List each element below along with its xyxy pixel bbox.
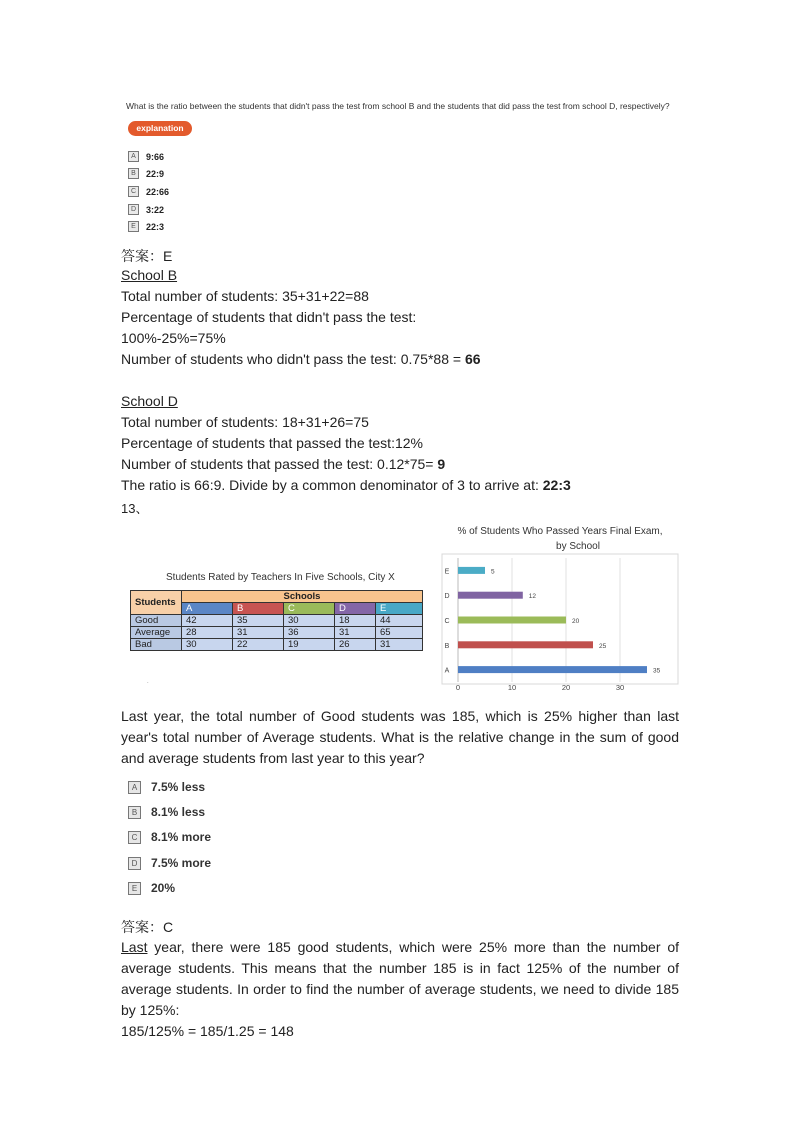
school-d-result-text: Number of students that passed the test: 0.12*75=	[121, 456, 438, 472]
chart-data-label: 12	[528, 593, 537, 601]
ratio-value: 22:3	[542, 477, 571, 493]
option-text: 8.1% more	[151, 830, 212, 844]
option-letter-icon: D	[128, 204, 139, 215]
table-row	[131, 615, 423, 627]
option-b[interactable]	[128, 805, 205, 819]
option-a[interactable]	[128, 780, 205, 794]
column-header-a: A	[182, 603, 233, 615]
option-letter-icon: E	[128, 221, 139, 232]
row-header-cell: Students	[131, 591, 182, 615]
answer-13: 答案：C	[121, 919, 174, 935]
school-d-result	[121, 456, 445, 472]
chart-title-line1: % of Students Who Passed Years Final Exam,	[457, 526, 663, 537]
option-d[interactable]	[128, 856, 211, 870]
option-b[interactable]	[128, 168, 164, 179]
table-title: Students Rated by Teachers In Five Schools, City X	[166, 572, 395, 583]
option-text: 22:3	[146, 221, 165, 232]
table-cell: 35	[233, 615, 284, 627]
option-e[interactable]	[128, 881, 175, 895]
option-a[interactable]	[128, 151, 164, 162]
explanation-final: 185/125% = 185/1.25 = 148	[121, 1023, 294, 1039]
school-b-result-value: 66	[464, 351, 481, 367]
school-b-result	[121, 351, 481, 367]
chart-category-label: C	[444, 618, 450, 625]
option-letter-icon: E	[128, 882, 141, 895]
column-header-e: E	[376, 603, 423, 615]
chart-title-line2: by School	[556, 541, 600, 552]
chart-data-label: 25	[599, 642, 607, 650]
option-letter-icon: B	[128, 806, 141, 819]
column-header-d: D	[335, 603, 376, 615]
chart-category-label: E	[444, 568, 450, 576]
option-text: 22:66	[146, 186, 170, 197]
table-cell: 22	[233, 639, 284, 651]
school-b-heading: School B	[121, 267, 178, 283]
row-label: Bad	[131, 639, 182, 651]
school-d-line: Total number of students: 18+31+26=75	[121, 414, 369, 430]
option-d[interactable]	[128, 204, 164, 215]
ratio-conclusion	[121, 477, 571, 493]
option-letter-icon: A	[128, 781, 141, 794]
pass-rate-bar-chart	[430, 520, 680, 692]
table-cell: 42	[182, 615, 233, 627]
table-row	[131, 627, 423, 639]
table-row	[131, 639, 423, 651]
explanation-button[interactable]: explanation	[128, 121, 192, 136]
option-text: 3:22	[146, 204, 165, 215]
option-letter-icon: A	[128, 151, 139, 162]
table-footnote: .	[147, 679, 149, 685]
chart-category-label: B	[444, 642, 450, 650]
school-d-line: Percentage of students that passed the test:12%	[121, 435, 423, 451]
ratio-text: The ratio is 66:9. Divide by a common denominator of 3 to arrive at:	[121, 477, 543, 493]
school-b-result-text: Number of students who didn't pass the test: 0.75*88 =	[121, 351, 465, 367]
chart-bar	[458, 617, 566, 624]
chart-data-label: 5	[491, 568, 495, 576]
explanation-text: year, there were 185 good students, which were 25% more than the number of average students. This means that the number 185 is in fact 125% of the number of average students. In order to find the number of average students, we need to divide 185 by 125%:	[121, 939, 679, 1018]
chart-x-tick-label: 0	[455, 683, 461, 692]
table-cell: 30	[182, 639, 233, 651]
option-letter-icon: D	[128, 857, 141, 870]
table-cell: 36	[284, 627, 335, 639]
question-12-text: What is the ratio between the students that didn't pass the test from school B and the students that did pass the test from school D, respectively?	[126, 101, 670, 111]
school-b-line: Percentage of students that didn't pass the test:	[121, 309, 417, 325]
chart-bar	[458, 666, 647, 673]
option-letter-icon: B	[128, 168, 139, 179]
school-d-heading: School D	[121, 393, 178, 409]
option-letter-icon: C	[128, 186, 139, 197]
table-cell: 26	[335, 639, 376, 651]
option-letter-icon: C	[128, 831, 141, 844]
table-cell: 19	[284, 639, 335, 651]
chart-category-label: D	[444, 593, 450, 601]
table-cell: 31	[335, 627, 376, 639]
chart-bar	[458, 592, 523, 599]
table-cell: 30	[284, 615, 335, 627]
option-c[interactable]	[128, 186, 169, 197]
school-b-line: 100%-25%=75%	[121, 330, 226, 346]
group-header-cell: Schools	[182, 591, 423, 603]
chart-category-label: A	[444, 667, 450, 675]
table-cell: 65	[376, 627, 423, 639]
question-13-text: Last year, the total number of Good students was 185, which is 25% higher than last year's total number of Average students. What is the relative change in the sum of good and average students from last year to this year?	[121, 708, 679, 766]
row-label: Good	[131, 615, 182, 627]
option-text: 8.1% less	[151, 805, 206, 819]
students-table	[130, 590, 423, 651]
column-header-c: C	[284, 603, 335, 615]
option-c[interactable]	[128, 830, 211, 844]
table-cell: 31	[376, 639, 423, 651]
table-cell: 31	[233, 627, 284, 639]
option-text: 7.5% more	[151, 856, 212, 870]
chart-x-tick-label: 10	[507, 683, 517, 692]
chart-x-tick-label: 20	[561, 683, 571, 692]
option-text: 9:66	[146, 151, 165, 162]
chart-bar	[458, 641, 593, 648]
explanation-first-word: Last	[121, 939, 148, 955]
table-cell: 18	[335, 615, 376, 627]
table-row	[131, 591, 423, 603]
chart-data-label: 20	[572, 618, 580, 625]
question-number: 13、	[121, 501, 149, 516]
option-text: 20%	[151, 881, 176, 895]
column-header-b: B	[233, 603, 284, 615]
chart-bar	[458, 567, 485, 574]
table-cell: 28	[182, 627, 233, 639]
option-text: 7.5% less	[151, 780, 206, 794]
chart-x-tick-label: 30	[615, 683, 625, 692]
option-e[interactable]	[128, 221, 164, 232]
school-b-line: Total number of students: 35+31+22=88	[121, 288, 369, 304]
answer-12: 答案：E	[121, 248, 173, 264]
row-label: Average	[131, 627, 182, 639]
explanation-13	[121, 937, 679, 1042]
school-d-result-value: 9	[437, 456, 446, 472]
option-text: 22:9	[146, 168, 165, 179]
chart-data-label: 35	[653, 667, 661, 675]
table-cell: 44	[376, 615, 423, 627]
